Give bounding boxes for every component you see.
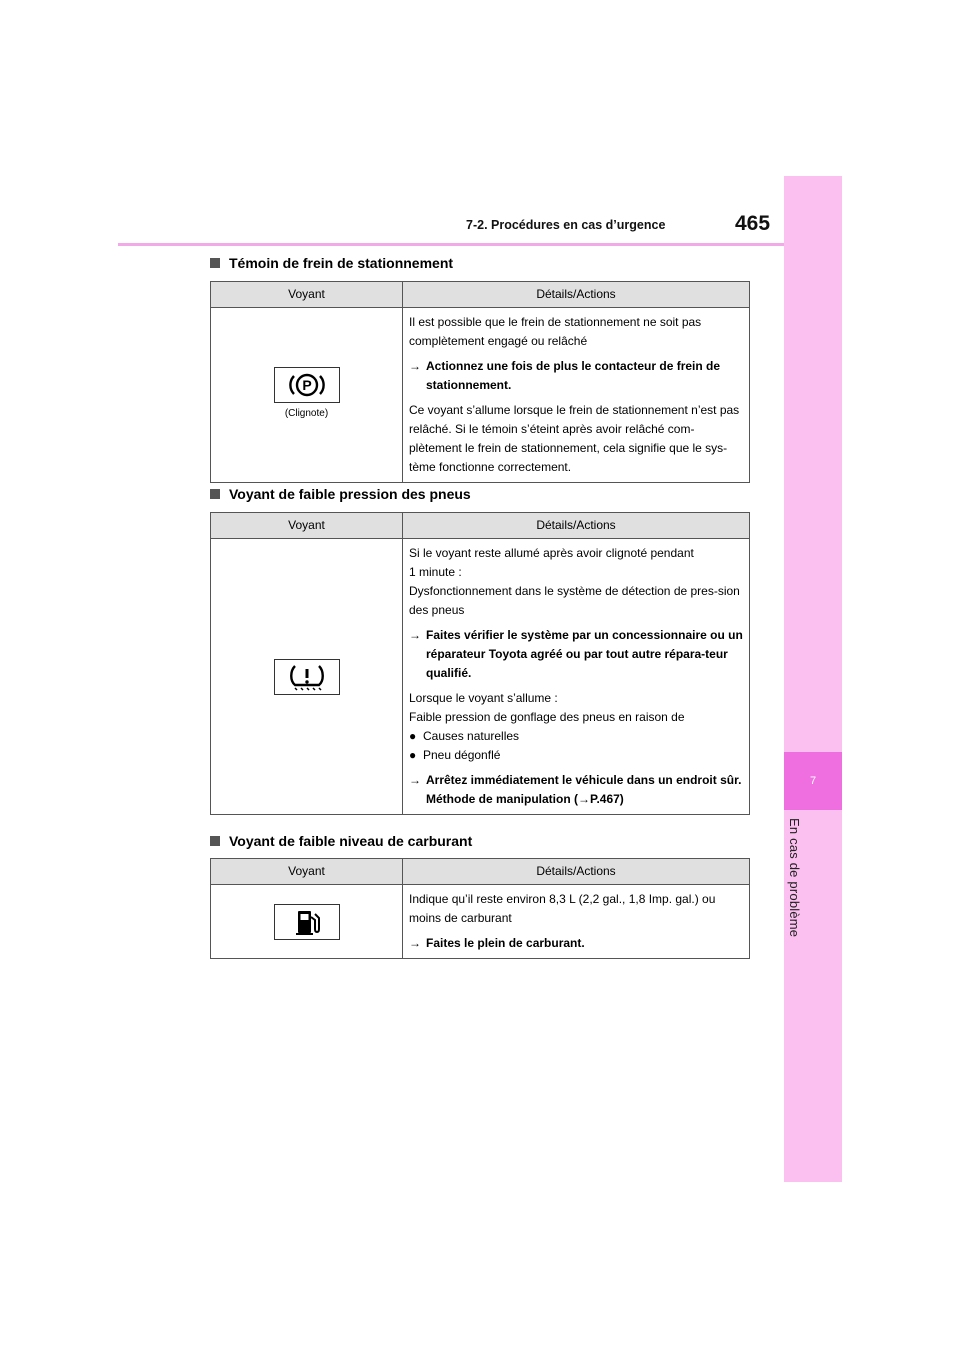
list-item-text: Causes naturelles bbox=[423, 729, 520, 743]
arrow-icon: → bbox=[409, 773, 421, 787]
section-title: 7-2. Procédures en cas d’urgence bbox=[466, 218, 666, 232]
details-text: 1 minute : bbox=[409, 565, 462, 579]
chapter-side-tab bbox=[784, 176, 842, 1182]
header-divider bbox=[118, 243, 784, 246]
action-item bbox=[409, 771, 745, 809]
action-text: Faites vérifier le système par un concessionnaire ou un réparateur Toyota agréé ou par tout autre répara-teur qualifié. bbox=[426, 628, 743, 680]
bullet-icon: ● bbox=[409, 748, 417, 762]
chapter-number: 7 bbox=[809, 775, 817, 787]
details-text: Faible pression de gonflage des pneus en raison de bbox=[409, 710, 685, 724]
column-header-details: Détails/Actions bbox=[403, 513, 750, 539]
indicator-cell bbox=[211, 539, 403, 815]
heading-text: Voyant de faible pression des pneus bbox=[229, 486, 471, 502]
details-cell bbox=[403, 308, 750, 483]
arrow-icon: → bbox=[409, 628, 421, 642]
section-heading bbox=[210, 486, 471, 502]
square-bullet-icon bbox=[210, 836, 220, 846]
column-header-voyant: Voyant bbox=[211, 859, 403, 885]
details-text: Si le voyant reste allumé après avoir clignoté pendant bbox=[409, 546, 694, 560]
chapter-number-tab[interactable] bbox=[784, 752, 842, 810]
page-number: 465 bbox=[735, 212, 771, 235]
column-header-voyant: Voyant bbox=[211, 282, 403, 308]
warning-table-parking-brake bbox=[210, 281, 750, 483]
fuel-icon bbox=[274, 904, 340, 940]
section-heading bbox=[210, 255, 453, 271]
bullet-icon: ● bbox=[409, 729, 417, 743]
parking-brake-icon bbox=[274, 367, 340, 403]
list-item-text: Pneu dégonflé bbox=[423, 748, 501, 762]
indicator-cell bbox=[211, 885, 403, 959]
square-bullet-icon bbox=[210, 489, 220, 499]
list-item bbox=[409, 727, 745, 746]
arrow-icon: → bbox=[409, 359, 421, 373]
details-text: Lorsque le voyant s’allume : bbox=[409, 691, 558, 705]
details-text: Il est possible que le frein de stationnement ne soit pas complètement engagé ou relâché bbox=[409, 315, 702, 348]
details-text: Dysfonctionnement dans le système de détection de pres-sion des pneus bbox=[409, 584, 740, 617]
action-text: Faites le plein de carburant. bbox=[426, 936, 585, 950]
heading-text: Voyant de faible niveau de carburant bbox=[229, 833, 473, 849]
column-header-voyant: Voyant bbox=[211, 513, 403, 539]
details-text: Ce voyant s’allume lorsque le frein de stationnement n’est pas relâché. Si le témoin s’éteint après avoir relâché com-plètement le frein de stationnement, cela signifie que le sys-tème fonctionne correctement. bbox=[409, 403, 740, 474]
icon-caption: (Clignote) bbox=[284, 408, 329, 419]
action-item bbox=[409, 934, 745, 953]
action-text: Arrêtez immédiatement le véhicule dans un endroit sûr. bbox=[426, 773, 742, 787]
table-header-row bbox=[211, 513, 750, 539]
warning-table-fuel bbox=[210, 858, 750, 959]
arrow-icon: → bbox=[409, 936, 421, 950]
action-group bbox=[426, 771, 741, 809]
section-heading bbox=[210, 833, 472, 849]
table-row bbox=[211, 539, 750, 815]
heading-text: Témoin de frein de stationnement bbox=[229, 255, 454, 271]
table-row bbox=[211, 885, 750, 959]
action-text: Actionnez une fois de plus le contacteur de frein de stationnement. bbox=[426, 359, 721, 392]
indicator-cell bbox=[211, 308, 403, 483]
details-text: Indique qu’il reste environ 8,3 L (2,2 gal., 1,8 Imp. gal.) ou moins de carburant bbox=[409, 892, 716, 925]
table-header-row bbox=[211, 282, 750, 308]
chapter-title: En cas de problème bbox=[787, 818, 802, 938]
warning-table-tire-pressure bbox=[210, 512, 750, 815]
tire-pressure-icon bbox=[274, 659, 340, 695]
list-item bbox=[409, 746, 745, 765]
action-item bbox=[409, 357, 745, 395]
action-item bbox=[409, 626, 745, 683]
svg-text:P: P bbox=[301, 377, 312, 393]
table-header-row bbox=[211, 859, 750, 885]
details-cell bbox=[403, 539, 750, 815]
square-bullet-icon bbox=[210, 258, 220, 268]
column-header-details: Détails/Actions bbox=[403, 859, 750, 885]
table-row bbox=[211, 308, 750, 483]
details-cell bbox=[403, 885, 750, 959]
column-header-details: Détails/Actions bbox=[403, 282, 750, 308]
page-reference-link[interactable]: Méthode de manipulation (→P.467) bbox=[426, 792, 624, 806]
